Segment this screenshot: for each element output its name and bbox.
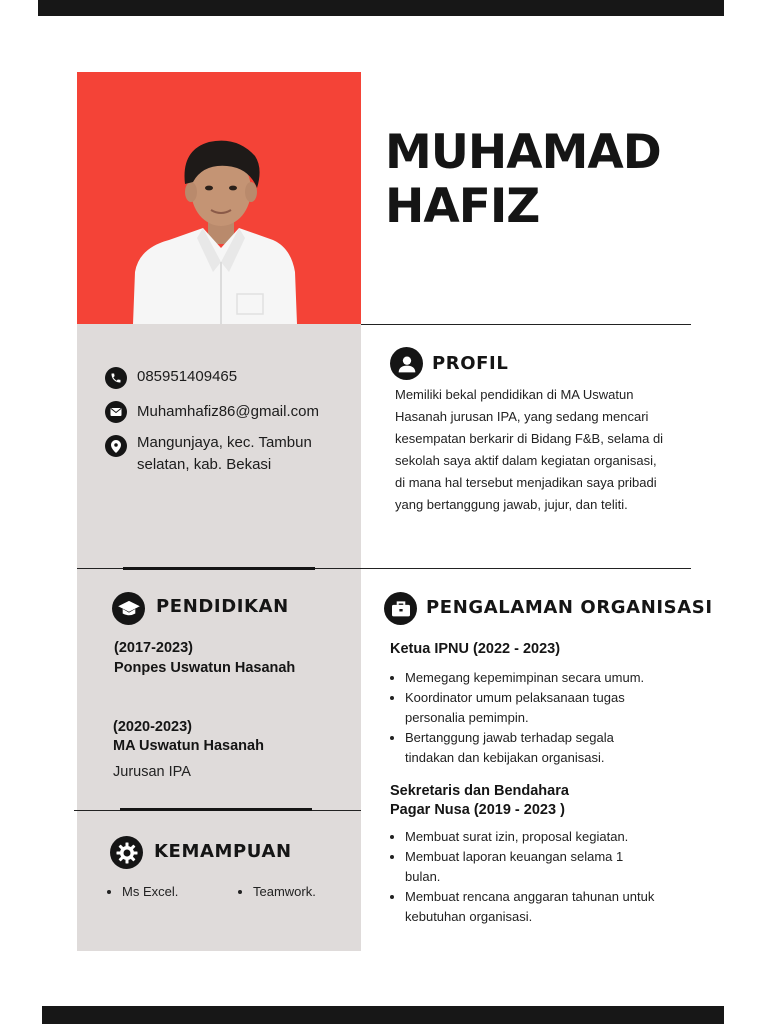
duty-item: • Bertanggung jawab terhadap segala tindakan dan kebijakan organisasi. — [405, 728, 655, 768]
education-years: (2017-2023) — [114, 640, 193, 656]
skill-list-2 — [238, 882, 363, 902]
profil-line: Memiliki bekal pendidikan di MA Uswatun — [395, 387, 634, 402]
duty-item: • Membuat laporan keuangan selama 1 bulan. — [405, 847, 655, 887]
divider-mid-accent — [123, 567, 315, 570]
pendidikan-title: PENDIDIKAN — [156, 596, 289, 617]
education-major: Jurusan IPA — [113, 764, 191, 780]
contact-address-line2: selatan, kab. Bekasi — [137, 456, 272, 473]
email-icon — [105, 401, 127, 423]
profil-line: kesempatan berkarir di Bidang F&B, selama di — [395, 431, 664, 446]
skill-item: • Ms Excel. — [122, 882, 232, 902]
skill-item: • Teamwork. — [253, 882, 363, 902]
education-school: Ponpes Uswatun Hasanah — [114, 660, 296, 676]
graduation-cap-icon — [112, 592, 145, 625]
duty-item: • Memegang kepemimpinan secara umum. — [405, 668, 695, 688]
location-pin-icon — [105, 435, 127, 457]
person-photo-illustration — [77, 72, 361, 324]
contact-email: Muhamhafiz86@gmail.com — [137, 403, 319, 420]
role-title: Ketua IPNU (2022 - 2023) — [390, 641, 561, 657]
duty-item: • Membuat rencana anggaran tahunan untuk kebutuhan organisasi. — [405, 887, 655, 927]
education-years: (2020-2023) — [113, 719, 192, 735]
duty-item: • Membuat surat izin, proposal kegiatan. — [405, 827, 695, 847]
gear-icon — [110, 836, 143, 869]
role-title: Sekretaris dan Bendahara — [390, 783, 569, 799]
phone-icon — [105, 367, 127, 389]
person-icon — [390, 347, 423, 380]
profil-title: PROFIL — [432, 353, 509, 374]
role-duties — [390, 827, 695, 927]
profile-photo — [77, 72, 361, 324]
contact-address-line1: Mangunjaya, kec. Tambun — [137, 434, 312, 451]
profil-line: yang bertanggung jawab, jujur, dan teliti. — [395, 497, 628, 512]
kemampuan-title: KEMAMPUAN — [154, 841, 292, 862]
divider-left-lower-accent — [120, 808, 312, 811]
profil-line: di mana hal tersebut menjadikan saya pribadi — [395, 475, 657, 490]
briefcase-icon — [384, 592, 417, 625]
organisasi-title: PENGALAMAN ORGANISASI — [426, 597, 713, 618]
skill-list-1 — [107, 882, 232, 902]
bottom-bar — [42, 1006, 724, 1024]
top-bar — [38, 0, 724, 16]
divider-right-top — [361, 324, 691, 325]
profil-line: sekolah saya aktif dalam kegiatan organisasi, — [395, 453, 657, 468]
contact-phone: 085951409465 — [137, 368, 238, 385]
role-title-line2: Pagar Nusa (2019 - 2023 ) — [390, 802, 565, 818]
profil-line: Hasanah jurusan IPA, yang sedang mencari — [395, 409, 649, 424]
role-duties — [390, 668, 695, 768]
name-first: MUHAMAD — [385, 125, 661, 180]
duty-item: • Koordinator umum pelaksanaan tugas personalia pemimpin. — [405, 688, 670, 728]
name-last: HAFIZ — [385, 179, 540, 234]
education-school: MA Uswatun Hasanah — [113, 738, 264, 754]
